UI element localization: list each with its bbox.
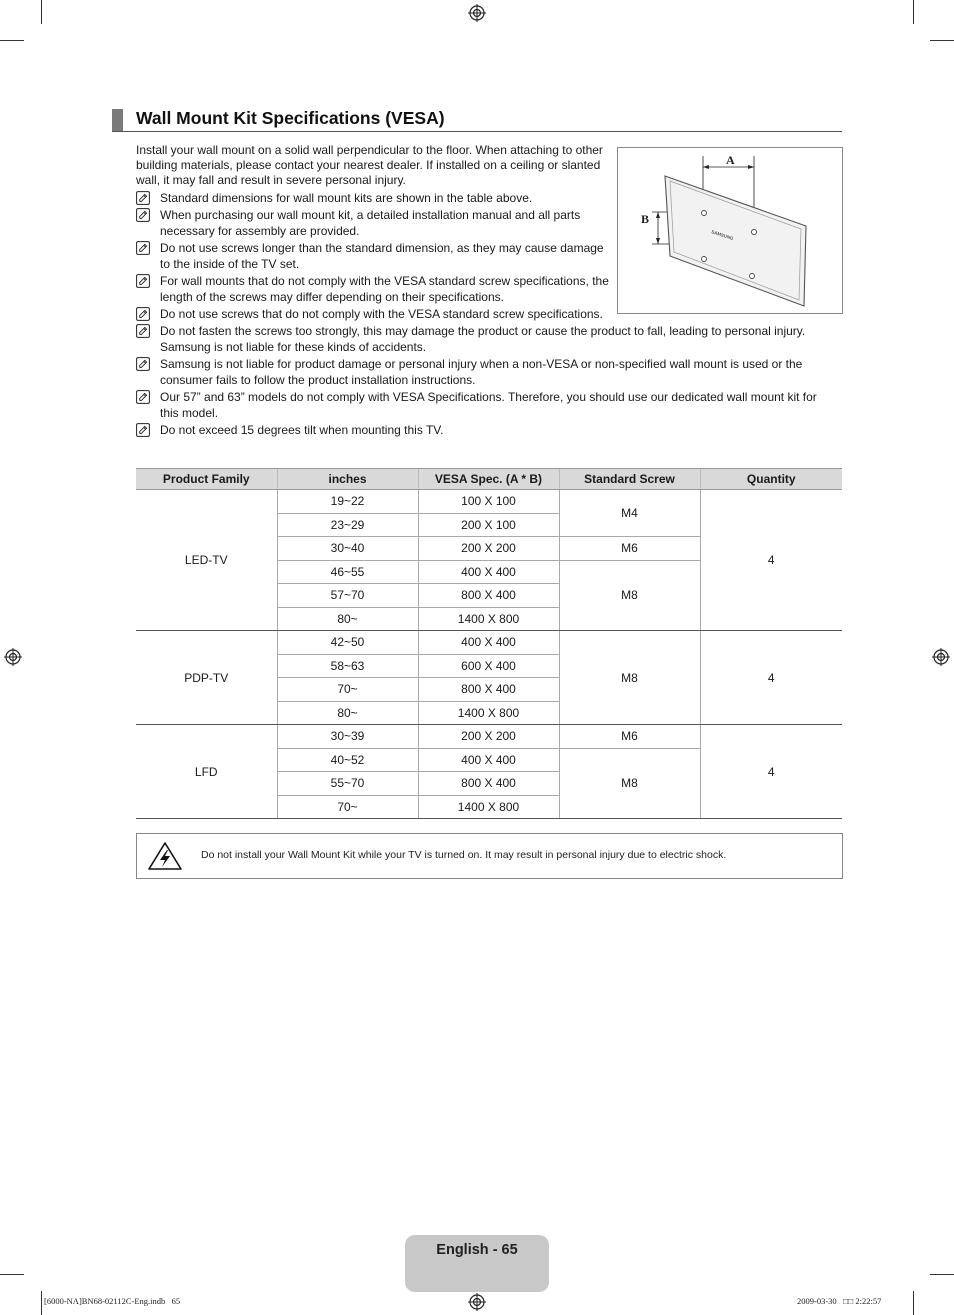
vesa-cell: 400 X 400 <box>418 748 559 772</box>
note-item <box>136 389 836 421</box>
vesa-cell: 1400 X 800 <box>418 795 559 819</box>
vesa-cell: 200 X 100 <box>418 513 559 537</box>
inches-cell: 57~70 <box>277 584 418 608</box>
vesa-cell: 400 X 400 <box>418 631 559 655</box>
vesa-cell: 600 X 400 <box>418 654 559 678</box>
product-family-cell: PDP-TV <box>136 631 277 725</box>
table-header-row <box>136 469 842 490</box>
registration-mark-icon <box>932 648 950 666</box>
crop-mark <box>913 0 914 24</box>
note-item <box>136 240 612 272</box>
note-icon <box>136 274 150 288</box>
product-family-cell: LED-TV <box>136 490 277 631</box>
crop-mark <box>0 40 24 41</box>
note-text: Our 57” and 63” models do not comply with VESA Specifications. Therefore, you should use our dedicated wall mount kit for this model. <box>160 390 817 420</box>
note-item <box>136 323 836 355</box>
vesa-cell: 100 X 100 <box>418 490 559 514</box>
inches-cell: 19~22 <box>277 490 418 514</box>
vesa-cell: 1400 X 800 <box>418 607 559 631</box>
column-header: inches <box>277 469 418 490</box>
note-text: Do not exceed 15 degrees tilt when mounting this TV. <box>160 423 444 437</box>
column-header: VESA Spec. (A * B) <box>418 469 559 490</box>
note-text: Do not fasten the screws too strongly, this may damage the product or cause the product to fall, leading to personal injury. Samsung is not liable for these kinds of accidents. <box>160 324 806 354</box>
brand-logo: SAMSUNG <box>710 229 735 242</box>
dimension-a-label: A <box>726 153 735 167</box>
dimension-b-label: B <box>641 212 650 226</box>
inches-cell: 55~70 <box>277 772 418 796</box>
inches-cell: 42~50 <box>277 631 418 655</box>
note-item <box>136 306 612 322</box>
page-number-tab <box>405 1235 549 1292</box>
inches-cell: 30~39 <box>277 725 418 749</box>
inches-cell: 80~ <box>277 607 418 631</box>
table-row <box>136 490 842 514</box>
note-item <box>136 422 836 438</box>
vesa-cell: 800 X 400 <box>418 678 559 702</box>
note-icon <box>136 191 150 205</box>
table-row <box>136 631 842 655</box>
note-icon <box>136 423 150 437</box>
inches-cell: 30~40 <box>277 537 418 561</box>
screw-cell: M4 <box>559 490 700 537</box>
warning-text: Do not install your Wall Mount Kit while your TV is turned on. It may result in personal injury due to electric shock. <box>201 849 727 861</box>
screw-cell: M6 <box>559 725 700 749</box>
electric-shock-warning-icon <box>147 841 183 871</box>
product-family-cell: LFD <box>136 725 277 819</box>
registration-mark-icon <box>4 648 22 666</box>
vesa-spec-table <box>136 468 842 819</box>
crop-mark <box>930 1274 954 1275</box>
vesa-cell: 1400 X 800 <box>418 701 559 725</box>
crop-mark <box>913 1291 914 1315</box>
inches-cell: 40~52 <box>277 748 418 772</box>
note-text: When purchasing our wall mount kit, a detailed installation manual and all parts necessary for assembly are provided. <box>160 208 581 238</box>
screw-cell: M8 <box>559 560 700 631</box>
vesa-cell: 200 X 200 <box>418 725 559 749</box>
page-number: English - 65 <box>436 1242 518 1258</box>
vesa-cell: 800 X 400 <box>418 772 559 796</box>
crop-mark <box>41 1291 42 1315</box>
note-text: Standard dimensions for wall mount kits are shown in the table above. <box>160 191 533 205</box>
page-title: Wall Mount Kit Specifications (VESA) <box>136 108 445 128</box>
table-row <box>136 725 842 749</box>
vesa-cell: 800 X 400 <box>418 584 559 608</box>
inches-cell: 23~29 <box>277 513 418 537</box>
footer-filename: [6000-NA]BN68-02112C-Eng.indb 65 <box>44 1296 181 1306</box>
vesa-cell: 200 X 200 <box>418 537 559 561</box>
registration-mark-icon <box>468 4 486 22</box>
registration-mark-icon <box>468 1293 486 1311</box>
heading-rule <box>112 131 842 132</box>
warning-box <box>136 833 843 879</box>
heading-marker <box>112 109 123 132</box>
note-icon <box>136 390 150 404</box>
wall-mount-diagram <box>617 147 843 314</box>
note-text: Samsung is not liable for product damage or personal injury when a non-VESA or non-specified wall mount is used or the consumer fails to follow the product installation instructions. <box>160 357 803 387</box>
quantity-cell: 4 <box>700 725 842 819</box>
screw-cell: M8 <box>559 748 700 819</box>
note-item <box>136 356 836 388</box>
note-text: Do not use screws longer than the standard dimension, as they may cause damage to the inside of the TV set. <box>160 241 604 271</box>
note-icon <box>136 241 150 255</box>
screw-cell: M8 <box>559 631 700 725</box>
inches-cell: 70~ <box>277 678 418 702</box>
note-text: Do not use screws that do not comply with the VESA standard screw specifications. <box>160 307 603 321</box>
crop-mark <box>41 0 42 24</box>
note-icon <box>136 208 150 222</box>
inches-cell: 46~55 <box>277 560 418 584</box>
note-icon <box>136 357 150 371</box>
crop-mark <box>0 1274 24 1275</box>
column-header: Quantity <box>700 469 842 490</box>
screw-cell: M6 <box>559 537 700 561</box>
quantity-cell: 4 <box>700 631 842 725</box>
inches-cell: 70~ <box>277 795 418 819</box>
note-item <box>136 273 612 305</box>
vesa-cell: 400 X 400 <box>418 560 559 584</box>
inches-cell: 58~63 <box>277 654 418 678</box>
note-item <box>136 207 612 239</box>
note-item <box>136 190 612 206</box>
tv-back-illustration <box>618 148 842 313</box>
note-text: For wall mounts that do not comply with the VESA standard screw specifications, the length of the screws may differ depending on their specifications. <box>160 274 609 304</box>
column-header: Standard Screw <box>559 469 700 490</box>
intro-paragraph: Install your wall mount on a solid wall perpendicular to the floor. When attaching to other building materials, please contact your nearest dealer. If installed on a ceiling or slanted wall, it may fall and result in severe personal injury. <box>136 143 603 187</box>
column-header: Product Family <box>136 469 277 490</box>
note-icon <box>136 307 150 321</box>
crop-mark <box>930 40 954 41</box>
inches-cell: 80~ <box>277 701 418 725</box>
quantity-cell: 4 <box>700 490 842 631</box>
footer-timestamp: 2009-03-30 □□ 2:22:57 <box>797 1296 882 1306</box>
note-icon <box>136 324 150 338</box>
